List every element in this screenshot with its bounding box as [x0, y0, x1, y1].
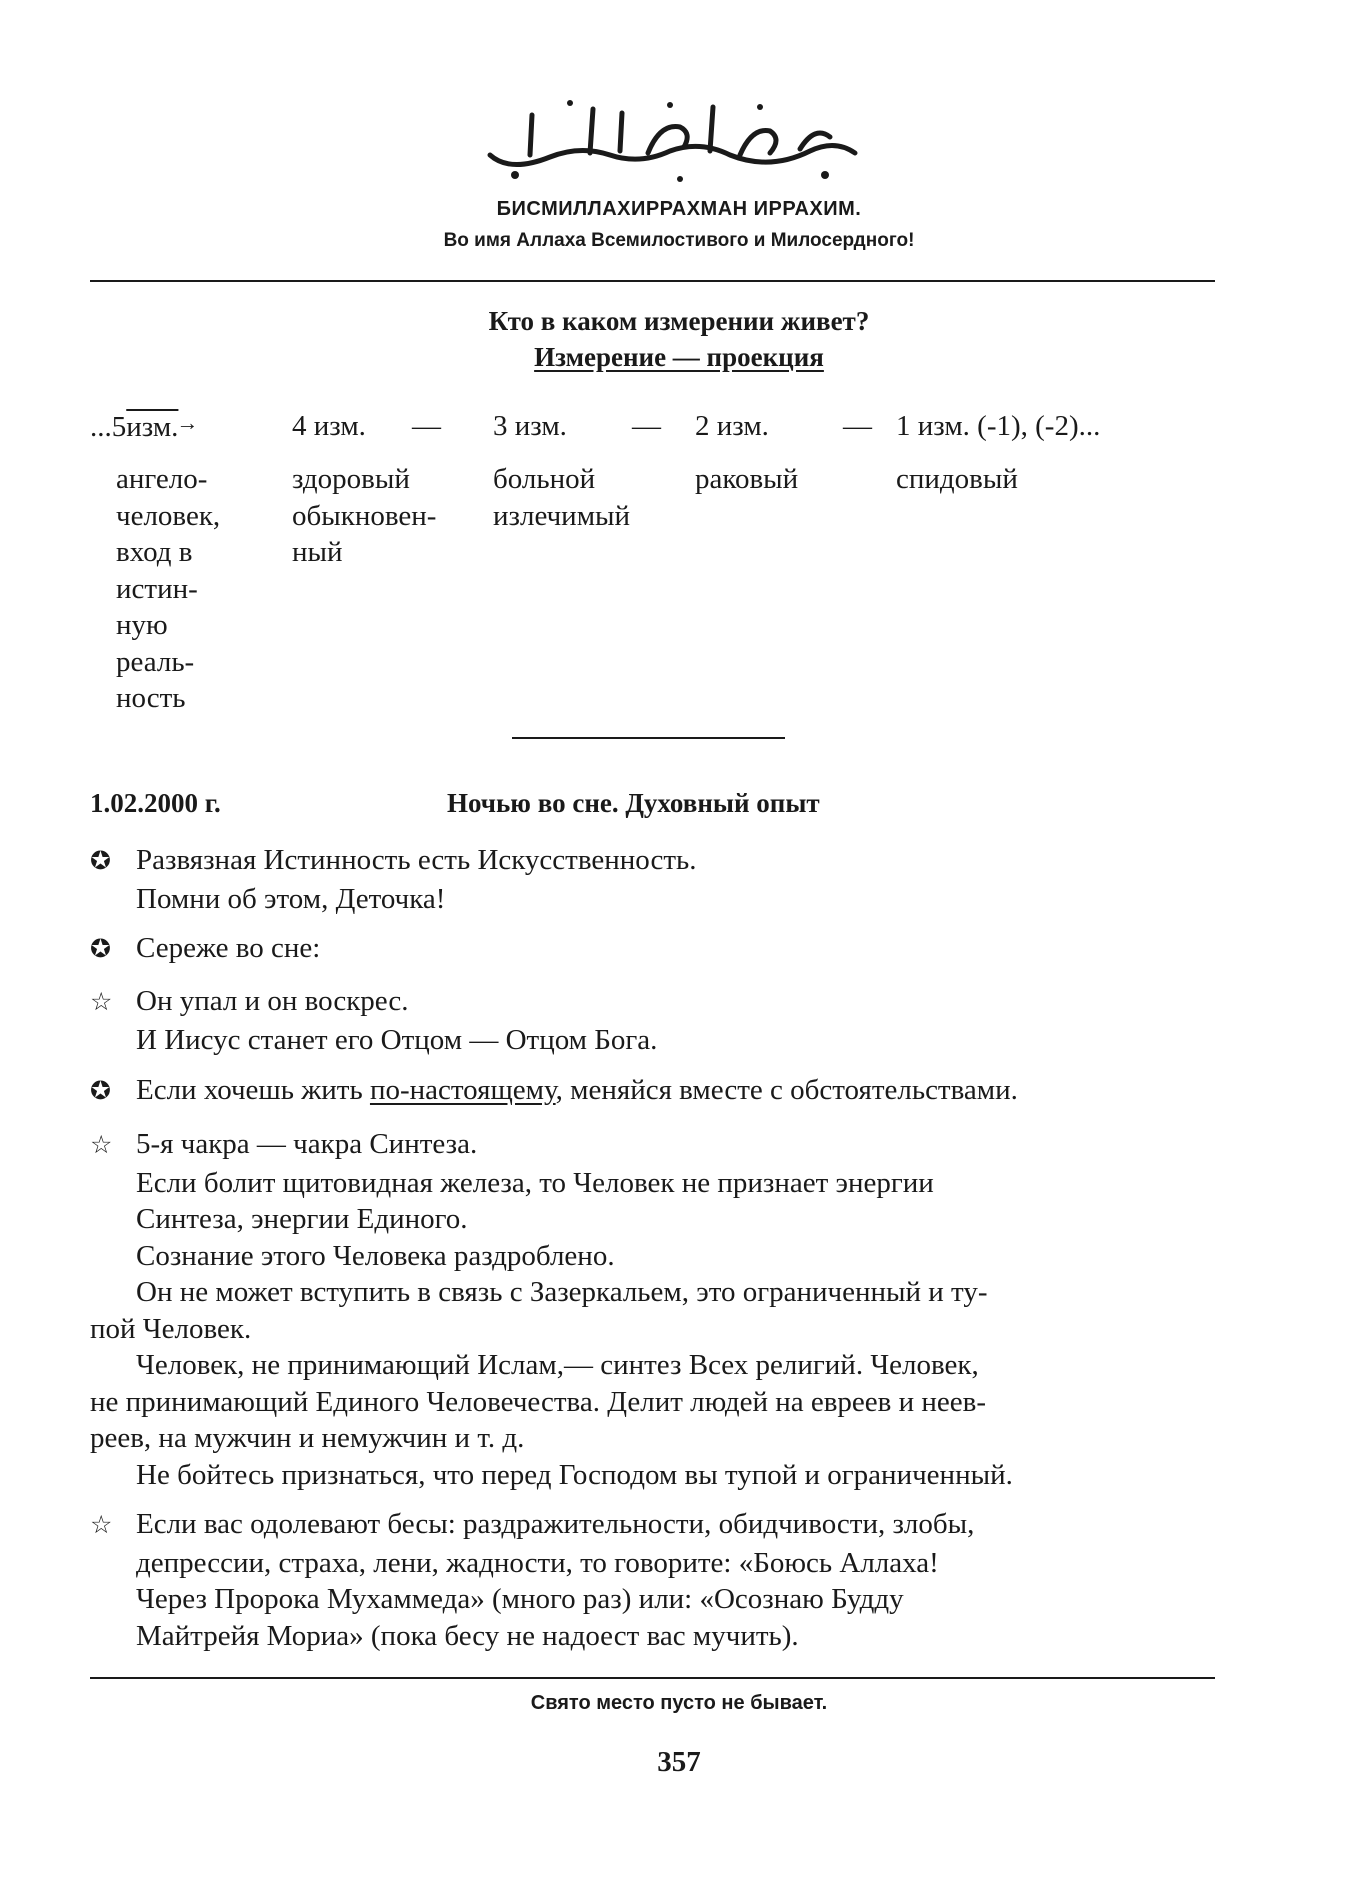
- paragraph-6: ☆ Если вас одолевают бесы: раздражительности, обидчивости, злобы, депрессии, страха, лени, жадности, то говорите: «Боюсь Аллаха! Через Пророка Мухаммеда» (много раз) или: «Осознаю Будду Майтрейя Мориа» (пока бесу не надоест вас мучить).: [90, 1508, 975, 1652]
- paragraph-1: ✪ Развязная Истинность есть Искусственность. Помни об этом, Деточка!: [90, 844, 697, 915]
- page-number: 357: [657, 1746, 701, 1778]
- star-icon: ☆: [90, 1512, 113, 1539]
- paragraph-5: ☆ 5-я чакра — чакра Синтеза. Если болит щитовидная железа, то Человек не признает энергии Синтеза, энергии Единого. Сознание этого Человека раздроблено. Он не может вступить в связь с Зазеркальем, это ограниченный и ту- пой Человек. Человек, не принимающий Ислам,— синтез Всех религий. Человек, не принимающий Единого Человечества. Делит людей на евреев и неев- реев, на мужчин и немужчин и т. д. Не бойтесь признаться, что перед Господом вы тупой и ограниченный.: [90, 1128, 1013, 1491]
- entry-date: 1.02.2000 г.: [90, 788, 221, 818]
- dimension-dash: —: [632, 410, 661, 442]
- star-icon: ☆: [90, 1132, 113, 1159]
- section-title: Кто в каком измерении живет?: [488, 306, 870, 336]
- middle-divider: [512, 737, 785, 739]
- angel-icon: ✪: [90, 848, 111, 875]
- dimension-3-description: больной излечимый: [493, 463, 631, 532]
- entry-title: Ночью во сне. Духовный опыт: [447, 788, 820, 818]
- arrow-icon: →: [176, 410, 199, 435]
- basmala-calligraphy-icon: [470, 85, 870, 185]
- angel-icon: ✪: [90, 936, 111, 963]
- dimension-5: ...5изм.→: [90, 410, 199, 443]
- dimension-4: 4 изм.: [292, 410, 366, 442]
- bismillah-translation: Во имя Аллаха Всемилостивого и Милосердного!: [443, 230, 915, 251]
- paragraph-3: ☆ Он упал и он воскрес. И Иисус станет его Отцом — Отцом Бога.: [90, 985, 658, 1056]
- top-divider: [90, 280, 1215, 282]
- star-circle-icon: ✪: [90, 1078, 111, 1105]
- dimension-5-description: ангело- человек, вход в истин- ную реаль- ность: [116, 463, 221, 714]
- bottom-divider: [90, 1677, 1215, 1679]
- dimension-3: 3 изм.: [493, 410, 567, 442]
- paragraph-2: ✪ Сереже во сне:: [90, 930, 320, 969]
- paragraph-4: ✪ Если хочешь жить по-настоящему, меняйся вместе с обстоятельствами.: [90, 1072, 1018, 1111]
- star-icon: ☆: [90, 989, 113, 1016]
- dimension-2: 2 изм.: [695, 410, 769, 442]
- dimension-1-description: спидовый: [896, 463, 1018, 495]
- bismillah-heading: БИСМИЛЛАХИРРАХМАН ИРРАХИМ.: [496, 198, 862, 220]
- dimension-1: 1 изм. (-1), (-2)...: [896, 410, 1101, 442]
- dimension-dash: —: [412, 410, 441, 442]
- underlined-phrase: по-настоящему: [369, 1074, 556, 1106]
- section-subtitle: Измерение — проекция: [534, 342, 824, 372]
- dimension-5-label: изм.: [126, 411, 179, 443]
- dimension-dash: —: [843, 410, 872, 442]
- dimension-2-description: раковый: [695, 463, 799, 495]
- footer-proverb: Свято место пусто не бывает.: [530, 1692, 828, 1714]
- dimension-4-description: здоровый обыкновен- ный: [292, 463, 437, 568]
